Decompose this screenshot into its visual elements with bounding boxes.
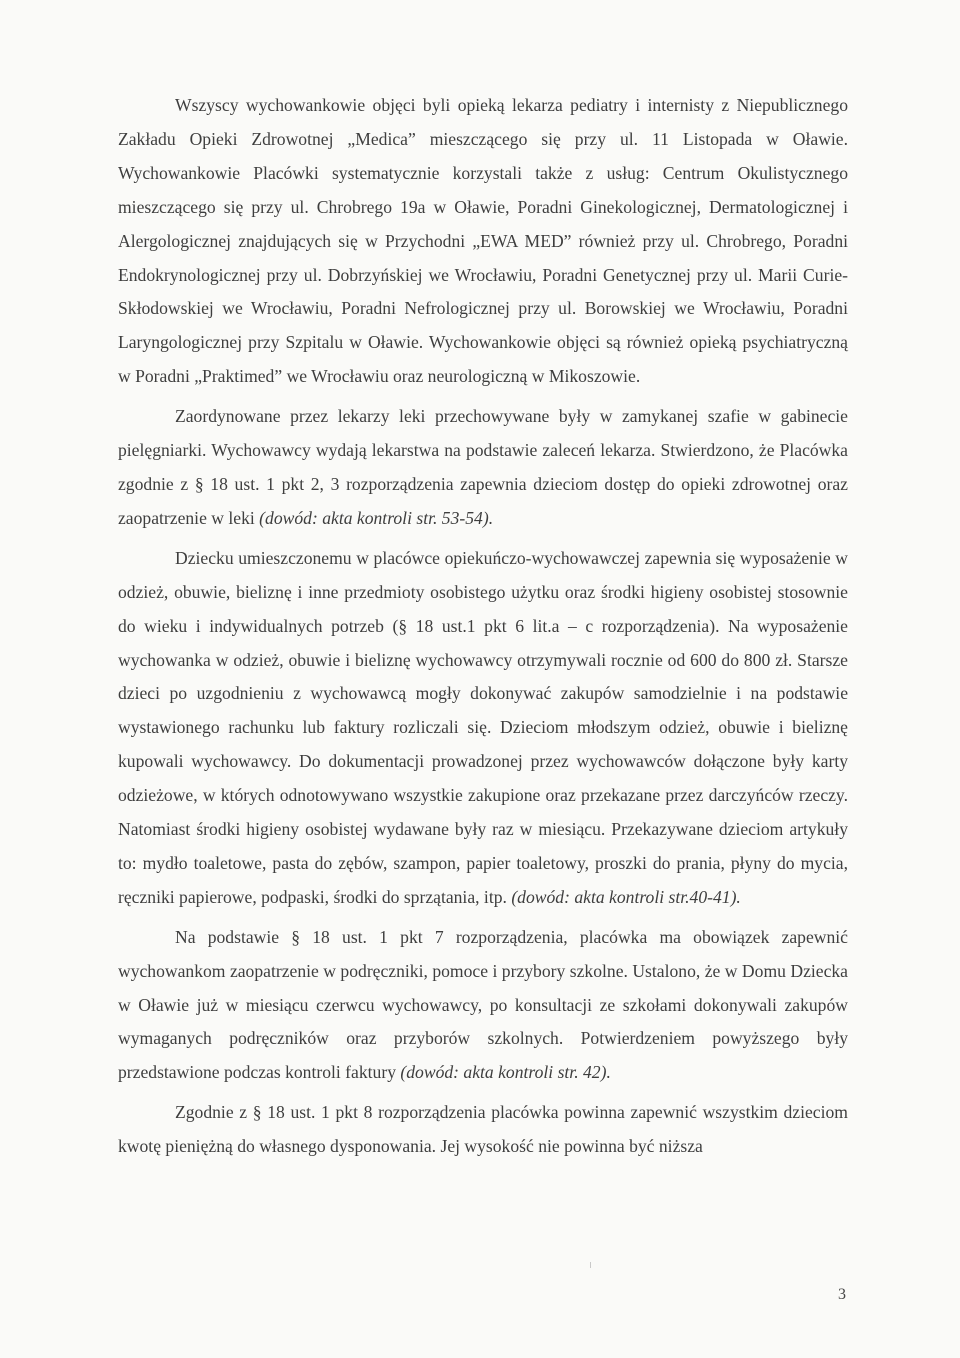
paragraph-text: Dziecku umieszczonemu w placówce opiekuńczo-wychowawczej zapewnia się wyposażenie w odzież, obuwie, bieliznę i inne przedmioty osobistego użytku oraz środki higieny osobistej stosownie do wieku i indywidualnych potrzeb (§ 18 ust.1 pkt 6 lit.a – c rozporządzenia). Na wyposażenie wychowanka w odzież, obuwie i bieliznę wychowawcy otrzymywali rocznie od 600 do 800 zł. Starsze dzieci po uzgodnieniu z wychowawcą mogły dokonywać zakupów samodzielnie i na podstawie wystawionego rachunku lub faktury rozliczali się. Dzieciom młodszym odzież, obuwie i bieliznę kupowali wychowawcy. Do dokumentacji prowadzonej przez wychowawców dołączone były karty odzieżowe, w których odnotowywano wszystkie zakupione oraz przekazane przez darczyńców rzeczy. Natomiast środki higieny osobistej wydawane były raz w miesiącu. Przekazywane dzieciom artykuły to: mydło toaletowe, pasta do zębów, szampon, papier toaletowy, proszki do prania, płyny do mycia, ręczniki papierowe, podpaski, środki do sprzątania, itp. (118, 547, 848, 907)
paragraph-text: Zgodnie z § 18 ust. 1 pkt 8 rozporządzenia placówka powinna zapewnić wszystkim dzieciom kwotę pieniężną do własnego dysponowania. Jej wysokość nie powinna być niższa (118, 1102, 848, 1157)
page-number: 3 (838, 1286, 846, 1303)
paragraph-medications (118, 400, 848, 536)
paragraph-medical-care (118, 89, 848, 394)
paragraph-pocket-money (118, 1096, 848, 1164)
paragraph-school-supplies (118, 921, 848, 1091)
paragraph-text: Wszyscy wychowankowie objęci byli opieką lekarza pediatry i internisty z Niepublicznego Zakładu Opieki Zdrowotnej „Medica” mieszczącego się przy ul. 11 Listopada w Oławie. Wychowankowie Placówki systematycznie korzystali także z usług: Centrum Okulistycznego mieszczącego się przy ul. Chrobrego 19a w Oławie, Poradni Ginekologicznej, Dermatologicznej i Alergologicznej znajdujących się w Przychodni „EWA MED” również przy ul. Chrobrego, Poradni Endokrynologicznej przy ul. Dobrzyńskiej we Wrocławiu, Poradni Genetycznej przy ul. Marii Curie-Skłodowskiej we Wrocławiu, Poradni Nefrologicznej przy ul. Borowskiej we Wrocławiu, Poradni Laryngologicznej przy Szpitalu w Oławie. Wychowankowie objęci są również opieką psychiatryczną w Poradni „Praktimed” we Wrocławiu oraz neurologiczną w Mikoszowie. (118, 95, 848, 387)
paragraph-text: Na podstawie § 18 ust. 1 pkt 7 rozporządzenia, placówka ma obowiązek zapewnić wychowankom zaopatrzenie w podręczniki, pomoce i przybory szkolne. Ustalono, że w Domu Dziecka w Oławie już w miesiącu czerwcu wychowawcy, po konsultacji ze szkołami dokonywali zakupów wymaganych podręczników oraz przyborów szkolnych. Potwierdzeniem powyższego były przedstawione podczas kontroli faktury (118, 926, 848, 1083)
scan-artifact (590, 1262, 591, 1268)
evidence-citation: (dowód: akta kontroli str. 53-54). (259, 507, 494, 528)
evidence-citation: (dowód: akta kontroli str. 42). (400, 1062, 611, 1083)
paragraph-text: Zaordynowane przez lekarzy leki przechowywane były w zamykanej szafie w gabinecie pielęgniarki. Wychowawcy wydają lekarstwa na podstawie zaleceń lekarza. Stwierdzono, że Placówka zgodnie z § 18 ust. 1 pkt 2, 3 rozporządzenia zapewnia dzieciom dostęp do opieki zdrowotnej oraz zaopatrzenie w leki (118, 406, 848, 528)
paragraph-clothing-hygiene (118, 542, 848, 915)
document-body (118, 89, 848, 1170)
evidence-citation: (dowód: akta kontroli str.40-41). (511, 886, 741, 907)
